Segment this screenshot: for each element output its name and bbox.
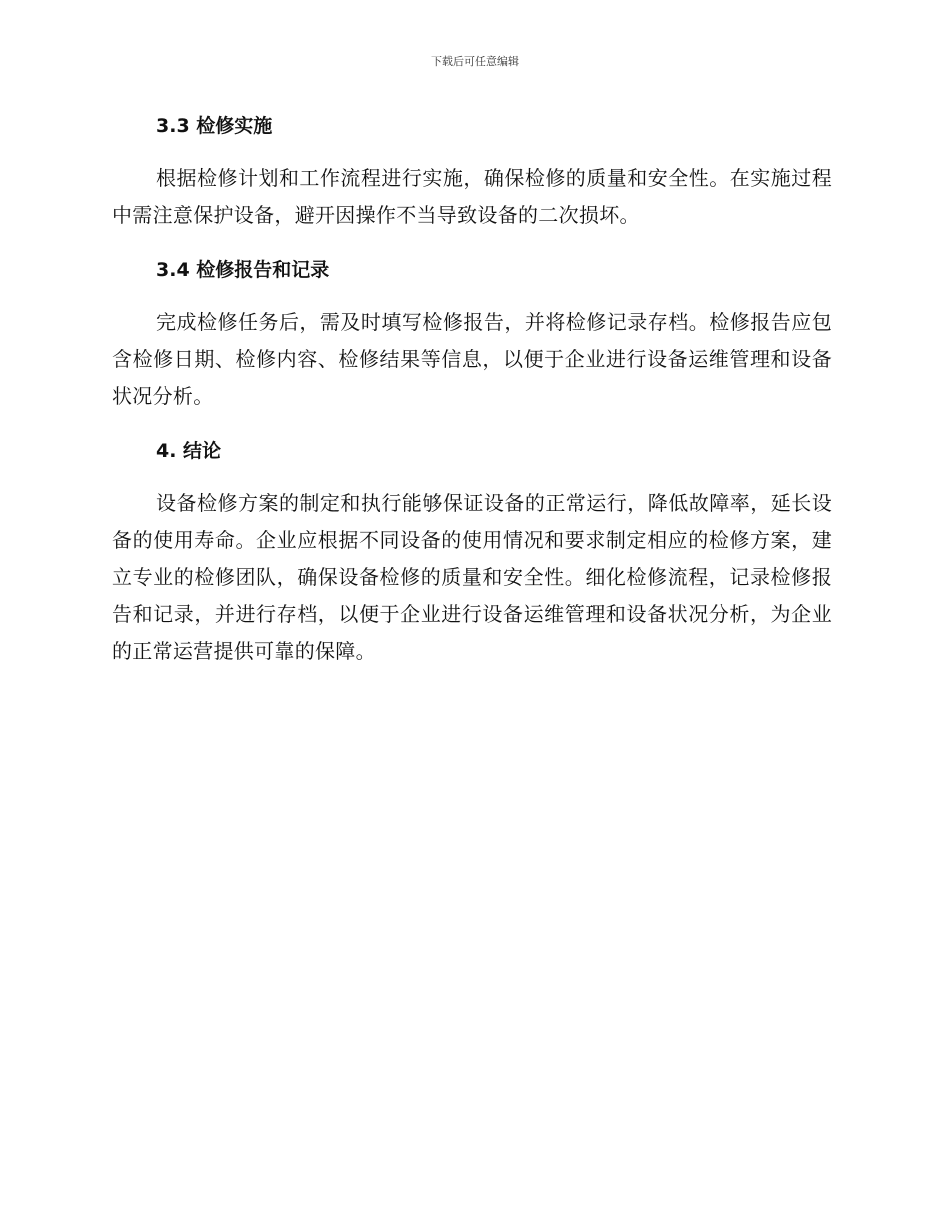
page-header: 下载后可任意编辑 bbox=[431, 55, 519, 68]
section-paragraph: 设备检修方案的制定和执行能够保证设备的正常运行，降低故障率，延长设备的使用寿命。企业应根据不同设备的使用情况和要求制定相应的检修方案，建立专业的检修团队，确保设备检修的质量和安全性。细化检修流程，记录检修报告和记录，并进行存档，以便于企业进行设备运维管理和设备状况分析，为企业的正常运营提供可靠的保障。 bbox=[112, 491, 832, 663]
section-title: 3.4 检修报告和记录 bbox=[156, 259, 330, 281]
section-title: 4. 结论 bbox=[156, 440, 222, 462]
document-body bbox=[112, 110, 832, 684]
section-4 bbox=[112, 435, 832, 670]
section-3-3 bbox=[112, 110, 832, 234]
section-paragraph: 完成检修任务后，需及时填写检修报告，并将检修记录存档。检修报告应包含检修日期、检修内容、检修结果等信息，以便于企业进行设备运维管理和设备状况分析。 bbox=[112, 310, 832, 408]
section-title: 3.3 检修实施 bbox=[156, 115, 273, 137]
section-paragraph: 根据检修计划和工作流程进行实施，确保检修的质量和安全性。在实施过程中需注意保护设备，避开因操作不当导致设备的二次损坏。 bbox=[112, 166, 832, 227]
section-3-4 bbox=[112, 254, 832, 415]
